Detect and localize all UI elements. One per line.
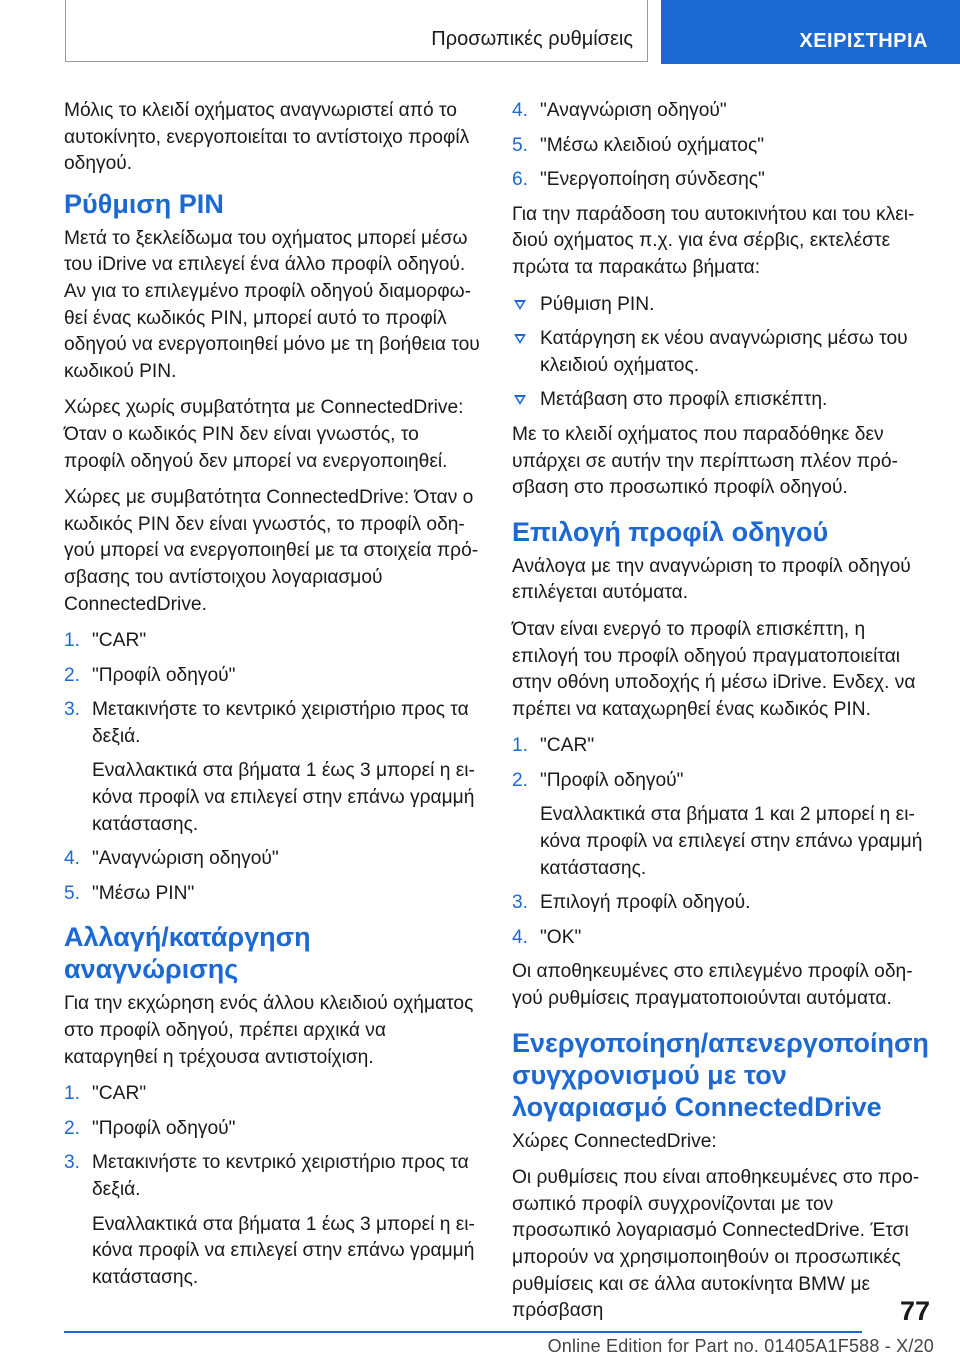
chapter-tab [661,0,960,64]
list-item: 6. "Ενεργοποίηση σύνδεσης" [512,169,765,191]
left-column [64,98,482,1299]
footer-divider [64,1331,862,1333]
list-item: 5. "Μέσω PIN" [64,882,195,904]
select-heading: Επιλογή προφίλ οδηγού [512,516,829,547]
handover-paragraph: Για την παράδοση του αυτοκινήτου και του κλειδιού οχήματος π.χ. για ένα σέρβις, εκτελέστε πρώτα τα παρακάτω βήματα: [512,203,915,278]
page-header [65,0,960,64]
select-paragraph-1: Ανάλογα με την αναγνώριση το προφίλ οδηγού επιλέγεται αυτόματα. [512,555,911,604]
continued-steps-list [512,98,930,194]
list-item: 5. "Μέσω κλειδιού οχήματος" [512,134,765,156]
pin-paragraph-1: Μετά το ξεκλείδωμα του οχήματος μπορεί μέσω του iDrive να επιλεγεί ένα άλλο προφίλ οδηγού. Αν για το επιλεγμένο προφίλ οδηγού διαμορφωθεί ένας κωδικός PIN, μπορεί αυτό το προφίλ οδηγού να ενεργοποιηθεί μόνο με τη βοήθεια του κωδικού PIN. [64,227,480,382]
list-item: 2. "Προφίλ οδηγού" [64,1117,236,1139]
handover-bullets [512,292,930,414]
list-item: 3. Επιλογή προφίλ οδηγού. [512,892,751,914]
list-item: Ρύθμιση PIN. [512,292,930,319]
select-paragraph-2: Όταν είναι ενεργό το προφίλ επισκέπτη, η επιλογή του προφίλ οδηγού πραγματοποιείται στην οθόνη υποδοχής ή μέσω iDrive. Ενδεχ. να πρέπει να καταχωρηθεί ένας κωδικός PIN. [512,618,916,720]
step-note: Εναλλακτικά στα βήματα 1 και 2 μπορεί η εικόνα προφίλ να επιλεγεί στην επάνω γραμμή κατάστασης. [540,804,923,879]
change-steps-list [64,1081,482,1291]
sync-paragraph-1: Χώρες ConnectedDrive: [512,1130,717,1152]
list-item: Μετάβαση στο προφίλ επισκέπτη. [512,387,930,414]
list-item: 3. Μετακινήστε το κεντρικό χειριστήριο προς τα δεξιά. Εναλλακτικά στα βήματα 1 έως 3 μπορεί η εικόνα προφίλ να επιλεγεί στην επάνω γραμμή κατάστασης. [64,697,482,838]
change-heading: Αλλαγή/κατάργηση αναγνώρισης [64,922,311,985]
footer-edition: Online Edition for Part no. 01405A1F588 - X/20 [547,1336,934,1356]
step-note: Εναλλακτικά στα βήματα 1 έως 3 μπορεί η εικόνα προφίλ να επιλεγεί στην επάνω γραμμή κατάστασης. [92,1213,475,1288]
pin-steps-list [64,628,482,907]
list-item: 4. "OK" [512,926,582,948]
right-column [512,98,930,1335]
section-tab [65,0,648,62]
sync-heading: Ενεργοποίηση/απενεργοποίηση συγχρονισμού με τον λογαριασμό ConnectedDrive [512,1027,929,1122]
triangle-bullet-icon [514,300,526,310]
triangle-bullet-icon [514,395,526,405]
step-note: Εναλλακτικά στα βήματα 1 έως 3 μπορεί η εικόνα προφίλ να επιλεγεί στην επάνω γραμμή κατάστασης. [92,760,475,835]
pin-paragraph-2: Χώρες χωρίς συμβατότητα με ConnectedDrive: Όταν ο κωδικός PIN δεν είναι γνωστός, το προφίλ οδηγού δεν μπορεί να ενεργοποιηθεί. [64,397,464,472]
change-paragraph: Για την εκχώρηση ενός άλλου κλειδιού οχήματος στο προφίλ οδηγού, πρέπει αρχικά να καταργηθεί η τρέχουσα αντιστοίχιση. [64,993,474,1068]
handover-note: Με το κλειδί οχήματος που παραδόθηκε δεν υπάρχει σε αυτήν την περίπτωση πλέον πρόσβαση στο προσωπικό προφίλ οδηγού. [512,423,898,499]
intro-paragraph: Μόλις το κλειδί οχήματος αναγνωριστεί από το αυτοκίνητο, ενεργοποιείται το αντίστοιχο προφίλ οδηγού. [64,100,470,175]
pin-paragraph-3: Χώρες με συμβατότητα ConnectedDrive: Όταν ο κωδικός PIN δεν είναι γνωστός, το προφίλ οδηγού μπορεί να ενεργοποιηθεί με τα στοιχεία πρόσβασης του αντίστοιχου λογαριασμού ConnectedDrive. [64,487,479,615]
list-item: 1. "CAR" [512,735,595,757]
list-item: 1. "CAR" [64,630,147,652]
list-item: 2. "Προφίλ οδηγού" [64,664,236,686]
list-item: 2. "Προφίλ οδηγού" Εναλλακτικά στα βήματα 1 και 2 μπορεί η εικόνα προφίλ να επιλεγεί στην επάνω γραμμή κατάστασης. [512,768,930,882]
list-item: Κατάργηση εκ νέου αναγνώρισης μέσω του κλειδιού οχήματος. [512,326,930,379]
select-paragraph-3: Οι αποθηκευμένες στο επιλεγμένο προφίλ οδηγού ρυθμίσεις πραγματοποιούνται αυτόματα. [512,961,913,1010]
section-title: Προσωπικές ρυθμίσεις [431,28,633,50]
chapter-title: ΧΕΙΡΙΣΤΗΡΙΑ [799,30,928,52]
list-item: 4. "Αναγνώριση οδηγού" [64,848,279,870]
page-number: 77 [899,1296,930,1326]
list-item: 1. "CAR" [64,1083,147,1105]
sync-paragraph-2: Οι ρυθμίσεις που είναι αποθηκευμένες στο προσωπικό προφίλ συγχρονίζονται με τον προσωπικό λογαριασμό ConnectedDrive. Έτσι μπορούν να χρησιμοποιηθούν οι προσωπικές ρυθμίσεις και σε άλλα αυτοκίνητα BMW με πρόσβαση [512,1167,920,1322]
select-steps-list [512,733,930,951]
list-item: 3. Μετακινήστε το κεντρικό χειριστήριο προς τα δεξιά. Εναλλακτικά στα βήματα 1 έως 3 μπορεί η εικόνα προφίλ να επιλεγεί στην επάνω γραμμή κατάστασης. [64,1150,482,1291]
list-item: 4. "Αναγνώριση οδηγού" [512,100,727,121]
triangle-bullet-icon [514,334,526,344]
pin-heading: Ρύθμιση PIN [64,188,224,219]
